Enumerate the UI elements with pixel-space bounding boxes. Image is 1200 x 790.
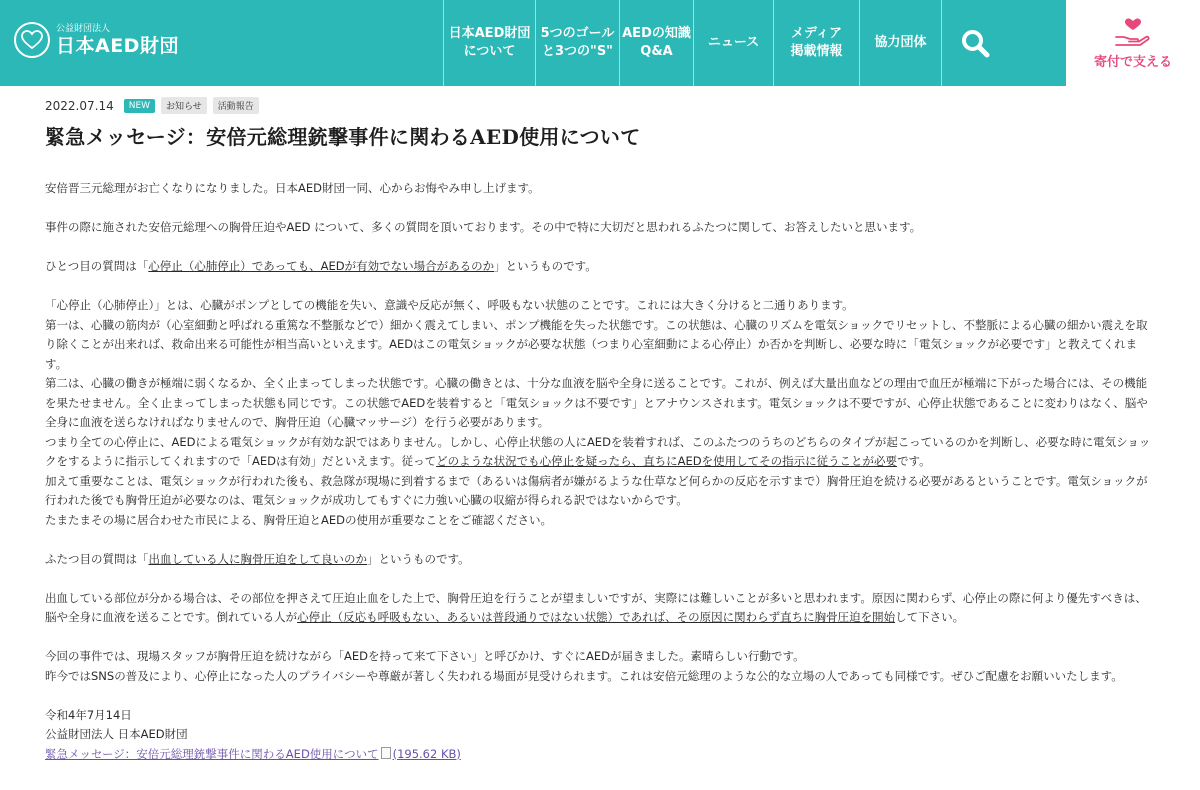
nav-aed-qa[interactable]: AEDの知識 Q&A xyxy=(619,0,693,86)
paragraph-bleeding: 出血している部位が分かる場合は、その部位を押さえて圧迫止血をした上で、胸骨圧迫を行うことが望ましいですが、実際には難しいことが多いと思われます。原因に関わらず、心停止の際に何より優先すべきは、脳や全身に血液を送ることです。倒れている人が心停止（反応も呼吸もない、あるいは普段通りではない状態）であれば、その原因に関わらず直ちに胸骨圧迫を開始して下さい。 xyxy=(45,590,1147,624)
signature-org: 公益財団法人 日本AED財団 xyxy=(45,727,188,741)
donate-label: 寄付で支える xyxy=(1093,54,1172,70)
nav-partners[interactable]: 協力団体 xyxy=(859,0,941,86)
site-header xyxy=(0,0,1200,86)
paragraph-continue-compression: 加えて重要なことは、電気ショックが行われた後も、救急隊が現場に到着するまで（あるいは傷病者が嫌がるような仕草など何らかの反応を示すまで）胸骨圧迫を続ける必要があるということです。電気ショックが行われた後でも胸骨圧迫が必要なのは、電気ショックが成功してもすぐに力強い心臓の収縮が得られる訳ではないからです。 xyxy=(45,473,1148,507)
article-meta xyxy=(45,97,265,114)
category-tag-activity[interactable]: 活動報告 xyxy=(213,97,259,114)
article-title: 緊急メッセージ：安倍元総理銃撃事件に関わるAED使用について xyxy=(45,125,641,149)
search-icon xyxy=(960,28,990,58)
nav-goals[interactable]: 5つのゴール と3つの"S" xyxy=(535,0,619,86)
main-nav xyxy=(443,0,1007,86)
heart-logo-icon xyxy=(14,22,50,58)
donate-button[interactable] xyxy=(1066,0,1200,86)
logo-subtitle: 公益財団法人 xyxy=(56,23,111,34)
paragraph-aed-effective: つまり全ての心停止に、AEDによる電気ショックが有効な訳ではありません。しかし、心停止状態の人にAEDを装着すれば、このふたつのうちのどちらのタイプが起こっているのかを判断し、必要な時に電気ショックをするように指示してくれますので「AEDは有効」だといえます。従ってどのような状況でも心停止を疑ったら、直ちにAEDを使用してその指示に従うことが必要です。 xyxy=(45,434,1151,468)
bleeding-emphasis: 心停止（反応も呼吸もない、あるいは普段通りではない状態）であれば、その原因に関わらず直ちに胸骨圧迫を開始 xyxy=(297,610,896,624)
nav-about[interactable]: 日本AED財団 について xyxy=(443,0,535,86)
paragraph-condolence: 安倍晋三元総理がお亡くなりになりました。日本AED財団一同、心からお悔やみ申し上げます。 xyxy=(45,181,540,195)
new-badge: NEW xyxy=(124,99,155,113)
paragraph-confirm: たまたまその場に居合わせた市民による、胸骨圧迫とAEDの使用が重要なことをご確認ください。 xyxy=(45,512,552,527)
paragraph-definition: 「心停止（心肺停止）」とは、心臓がポンプとしての機能を失い、意識や反応が無く、呼吸もない状態のことです。これには大きく分けると二通りあります。 xyxy=(45,298,854,312)
nav-news[interactable]: ニュース xyxy=(693,0,773,86)
site-logo[interactable] xyxy=(14,22,179,58)
pdf-file-icon xyxy=(381,747,391,759)
article-date: 2022.07.14 xyxy=(45,98,114,113)
category-tag-notice[interactable]: お知らせ xyxy=(161,97,207,114)
paragraph-type-2: 第二は、心臓の働きが極端に弱くなるか、全く止まってしまった状態です。心臓の働きとは、十分な血液を脳や全身に送ることです。これが、例えば大量出血などの理由で血圧が極端に下がった場合には、その機能を果たせません。全く止まってしまった状態も同じです。この状態でAEDを装着すると「電気ショックは不要です」とアナウンスされます。電気ショックは不要ですが、心停止状態であることに変わりはなく、脳や全身に血液を送らなければなりませんので、胸骨圧迫（心臓マッサージ）を行う必要があります。 xyxy=(45,376,1148,429)
paragraph-intro: 事件の際に施された安倍元総理への胸骨圧迫やAED について、多くの質問を頂いております。その中で特に大切だと思われるふたつに関して、お答えしたいと思います。 xyxy=(45,220,922,234)
pdf-size[interactable]: (195.62 KB) xyxy=(392,746,461,761)
aed-effective-emphasis: どのような状況でも心停止を疑ったら、直ちにAEDを使用してその指示に従うことが必要 xyxy=(436,454,898,468)
signature-date: 令和4年7月14日 xyxy=(45,707,132,722)
paragraph-incident: 今回の事件では、現場スタッフが胸骨圧迫を続けながら「AEDを持って来て下さい」と呼びかけ、すぐにAEDが届きました。素晴らしい行動です。 xyxy=(45,649,805,663)
question-1-emphasis: 心停止（心肺停止）であっても、AEDが有効でない場合があるのか xyxy=(148,259,495,273)
paragraph-type-1: 第一は、心臓の筋肉が（心室細動と呼ばれる重篤な不整脈などで）細かく震えてしまい、ポンプ機能を失った状態です。この状態は、心臓のリズムを電気ショックでリセットし、不整脈による心臓の細かい震えを取り除くことが出来れば、救命出来る可能性が相当高いといえます。AEDはこの電気ショックが必要な状態（つまり心室細動による心停止）か否かを判断し、必要な時に「電気ショックが必要です」と教えてくれます。 xyxy=(45,317,1148,371)
pdf-download xyxy=(45,745,1157,765)
nav-media[interactable]: メディア 掲載情報 xyxy=(773,0,859,86)
question-2: ふたつ目の質問は「出血している人に胸骨圧迫をして良いのか」というものです。 xyxy=(45,551,470,566)
pdf-link[interactable]: 緊急メッセージ：安倍元総理銃撃事件に関わるAED使用について xyxy=(45,746,379,761)
article-body xyxy=(45,179,1157,764)
logo-title: 日本AED財団 xyxy=(56,34,179,57)
question-2-emphasis: 出血している人に胸骨圧迫をして良いのか xyxy=(148,551,367,566)
question-1: ひとつ目の質問は「心停止（心肺停止）であっても、AEDが有効でない場合があるのか」というものです。 xyxy=(45,259,597,273)
search-button[interactable] xyxy=(941,0,1007,86)
paragraph-privacy: 昨今ではSNSの普及により、心停止になった人のプライバシーや尊厳が著しく失われる場面が見受けられます。これは安倍元総理のような公的な立場の人であっても同様です。ぜひご配慮をお願いいたします。 xyxy=(45,668,1123,683)
donate-heart-hand-icon xyxy=(1113,17,1153,47)
